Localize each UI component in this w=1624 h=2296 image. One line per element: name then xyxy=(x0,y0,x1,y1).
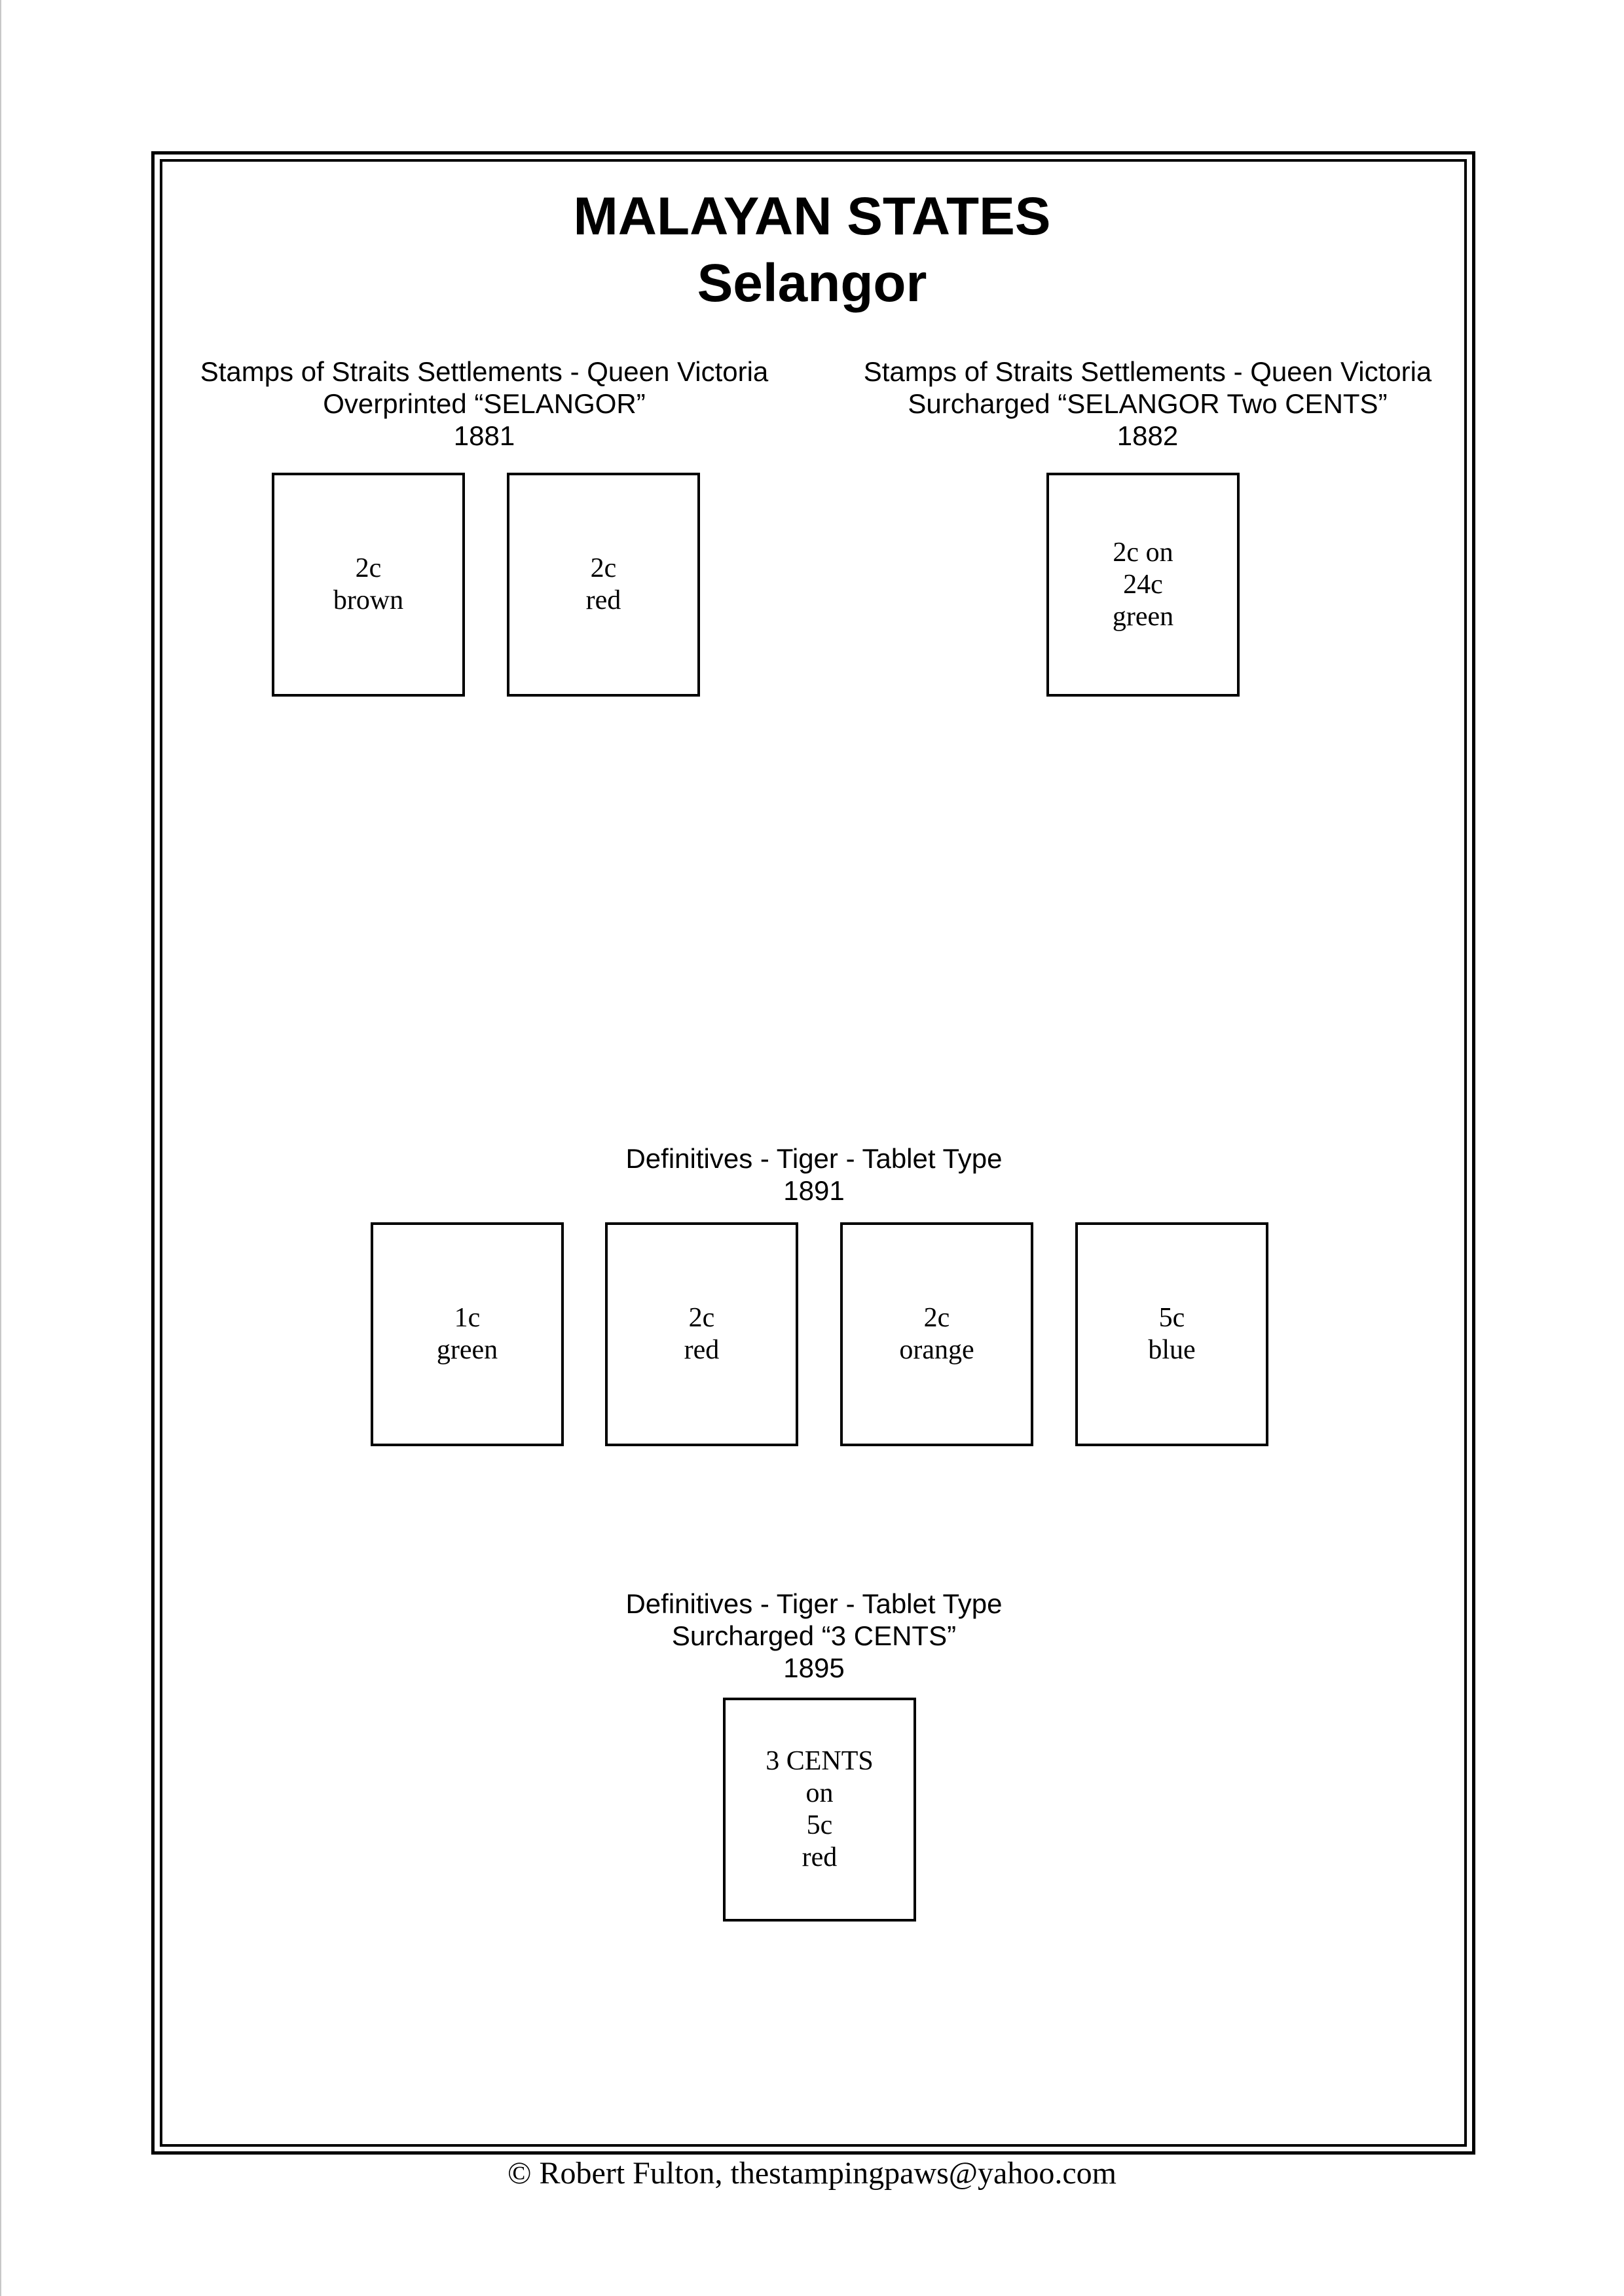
stamp-box xyxy=(371,1222,564,1446)
stamp-box xyxy=(1046,473,1240,697)
heading-line: Definitives - Tiger - Tablet Type xyxy=(625,1143,1003,1174)
stamp-color: red xyxy=(802,1842,838,1872)
stamp-box xyxy=(605,1222,798,1446)
stamp-color: green xyxy=(1112,601,1174,632)
stamp-value: 1c xyxy=(454,1303,481,1333)
stamp-color: blue xyxy=(1148,1335,1196,1365)
stamp-box xyxy=(507,473,700,697)
stamp-value: 2c on xyxy=(1113,537,1173,568)
copyright-footer: © Robert Fulton, thestampingpaws@yahoo.com xyxy=(507,2156,1116,2191)
page-subtitle: Selangor xyxy=(697,253,927,313)
heading-line: Definitives - Tiger - Tablet Type xyxy=(625,1588,1003,1619)
stamp-color: brown xyxy=(333,585,404,615)
page-title: MALAYAN STATES xyxy=(573,187,1051,246)
section-heading-1881 xyxy=(162,355,807,452)
heading-line: Surcharged “3 CENTS” xyxy=(671,1620,957,1651)
page-edge xyxy=(0,0,1,2296)
stamp-color: orange xyxy=(899,1335,974,1365)
stamp-value: 24c xyxy=(1123,569,1163,600)
stamp-box xyxy=(1075,1222,1268,1446)
stamp-value: 2c xyxy=(355,553,382,583)
stamp-value: 3 CENTS xyxy=(766,1746,874,1776)
stamp-value: 2c xyxy=(688,1303,715,1333)
stamp-value: 5c xyxy=(1158,1303,1185,1333)
section-heading-1891 xyxy=(162,1142,1466,1207)
stamp-value: 5c xyxy=(806,1810,833,1840)
heading-line: 1891 xyxy=(783,1175,845,1206)
stamp-box xyxy=(840,1222,1033,1446)
heading-line: Stamps of Straits Settlements - Queen Victoria xyxy=(200,356,769,387)
stamp-value: on xyxy=(805,1778,834,1808)
stamp-color: red xyxy=(684,1335,720,1365)
stamp-value: 2c xyxy=(923,1303,950,1333)
heading-line: 1895 xyxy=(783,1652,845,1683)
stamp-color: red xyxy=(585,585,621,615)
stamp-box xyxy=(723,1698,916,1922)
stamp-box xyxy=(272,473,465,697)
heading-line: Stamps of Straits Settlements - Queen Victoria xyxy=(863,356,1432,387)
section-heading-1882 xyxy=(825,355,1470,452)
heading-line: 1881 xyxy=(453,420,515,451)
heading-line: 1882 xyxy=(1116,420,1179,451)
stamp-value: 2c xyxy=(590,553,617,583)
heading-line: Surcharged “SELANGOR Two CENTS” xyxy=(908,388,1388,419)
heading-line: Overprinted “SELANGOR” xyxy=(323,388,646,419)
section-heading-1895 xyxy=(162,1588,1466,1684)
stamp-color: green xyxy=(436,1335,498,1365)
